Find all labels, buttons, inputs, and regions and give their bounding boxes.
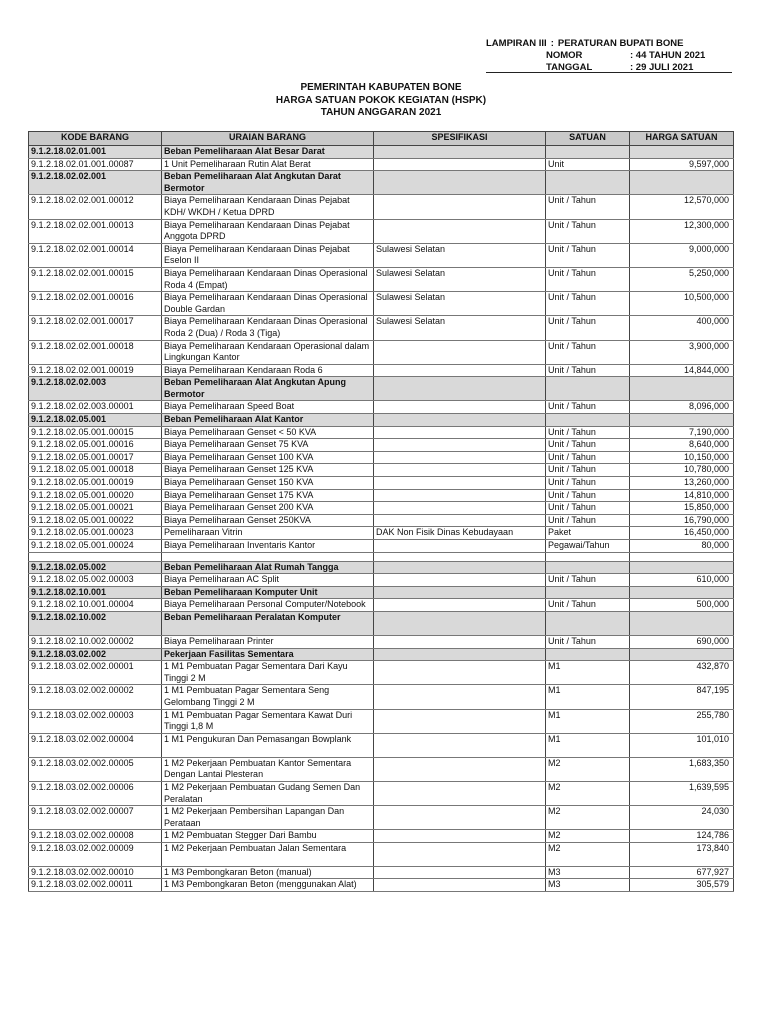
- cell-kode: 9.1.2.18.02.02.001.00015: [29, 267, 162, 291]
- cell-uraian: 1 Unit Pemeliharaan Rutin Alat Berat: [162, 158, 374, 171]
- cell-spesifikasi: [374, 464, 546, 477]
- col-header-harga: HARGA SATUAN: [630, 132, 734, 146]
- cell-kode: 9.1.2.18.03.02.002.00009: [29, 842, 162, 866]
- heading-line-3: TAHUN ANGGARAN 2021: [320, 107, 442, 118]
- cell-uraian: Beban Pemeliharaan Alat Angkutan Apung Bermotor: [162, 377, 374, 401]
- cell-spesifikasi: [374, 586, 546, 599]
- table-row: [29, 661, 734, 685]
- cell-satuan: [546, 414, 630, 427]
- cell-harga: 13,260,000: [630, 477, 734, 490]
- cell-kode: 9.1.2.18.02.05.001.00020: [29, 489, 162, 502]
- cell-satuan: Unit / Tahun: [546, 464, 630, 477]
- heading-line-1: PEMERINTAH KABUPATEN BONE: [300, 82, 462, 93]
- cell-satuan: Unit / Tahun: [546, 502, 630, 515]
- group-row: [29, 648, 734, 661]
- cell-satuan: Unit / Tahun: [546, 340, 630, 364]
- table-row: [29, 527, 734, 540]
- cell-harga: 1,639,595: [630, 781, 734, 805]
- table-row: [29, 243, 734, 267]
- cell-spesifikasi: [374, 574, 546, 587]
- cell-satuan: Unit / Tahun: [546, 364, 630, 377]
- cell-harga: 9,597,000: [630, 158, 734, 171]
- cell-kode: 9.1.2.18.02.02.001.00013: [29, 219, 162, 243]
- cell-satuan: Unit / Tahun: [546, 243, 630, 267]
- table-row: [29, 316, 734, 340]
- table-header-row: [29, 132, 734, 146]
- group-row: [29, 414, 734, 427]
- cell-spesifikasi: [374, 502, 546, 515]
- cell-spesifikasi: Sulawesi Selatan: [374, 292, 546, 316]
- cell-spesifikasi: [374, 806, 546, 830]
- cell-satuan: Unit / Tahun: [546, 401, 630, 414]
- cell-spesifikasi: [374, 171, 546, 195]
- cell-spesifikasi: [374, 866, 546, 879]
- cell-harga: 7,190,000: [630, 426, 734, 439]
- cell-kode: 9.1.2.18.02.05.001.00017: [29, 451, 162, 464]
- cell-spesifikasi: [374, 439, 546, 452]
- tanggal-value: : 29 JULI 2021: [630, 62, 694, 73]
- cell-harga: 101,010: [630, 733, 734, 757]
- table-body: [29, 146, 734, 892]
- cell-spesifikasi: [374, 685, 546, 709]
- cell-satuan: Pegawai/Tahun: [546, 540, 630, 553]
- cell-uraian: 1 M3 Pembongkaran Beton (menggunakan Alat): [162, 879, 374, 892]
- cell-harga: 10,500,000: [630, 292, 734, 316]
- col-header-satuan: SATUAN: [546, 132, 630, 146]
- cell-kode: 9.1.2.18.02.02.001: [29, 171, 162, 195]
- cell-kode: [29, 552, 162, 561]
- cell-satuan: [546, 552, 630, 561]
- cell-harga: 80,000: [630, 540, 734, 553]
- cell-kode: 9.1.2.18.02.02.001.00014: [29, 243, 162, 267]
- cell-harga: 400,000: [630, 316, 734, 340]
- cell-harga: 8,096,000: [630, 401, 734, 414]
- cell-harga: 10,780,000: [630, 464, 734, 477]
- cell-kode: 9.1.2.18.02.05.001.00015: [29, 426, 162, 439]
- cell-harga: [630, 586, 734, 599]
- cell-spesifikasi: [374, 401, 546, 414]
- table-row: [29, 842, 734, 866]
- cell-uraian: Biaya Pemeliharaan AC Split: [162, 574, 374, 587]
- cell-kode: 9.1.2.18.02.05.001.00021: [29, 502, 162, 515]
- cell-satuan: M2: [546, 781, 630, 805]
- cell-satuan: Paket: [546, 527, 630, 540]
- cell-kode: 9.1.2.18.02.10.001: [29, 586, 162, 599]
- cell-uraian: Biaya Pemeliharaan Kendaraan Operasional dalam Lingkungan Kantor: [162, 340, 374, 364]
- cell-spesifikasi: [374, 414, 546, 427]
- cell-harga: 8,640,000: [630, 439, 734, 452]
- cell-uraian: Biaya Pemeliharaan Speed Boat: [162, 401, 374, 414]
- table-row: [29, 489, 734, 502]
- cell-harga: 16,790,000: [630, 514, 734, 527]
- cell-harga: 24,030: [630, 806, 734, 830]
- cell-harga: 12,300,000: [630, 219, 734, 243]
- cell-kode: 9.1.2.18.03.02.002.00006: [29, 781, 162, 805]
- cell-kode: 9.1.2.18.02.05.001.00019: [29, 477, 162, 490]
- cell-spesifikasi: [374, 514, 546, 527]
- cell-kode: 9.1.2.18.02.02.001.00012: [29, 195, 162, 219]
- cell-satuan: Unit / Tahun: [546, 316, 630, 340]
- cell-harga: [630, 171, 734, 195]
- cell-kode: 9.1.2.18.03.02.002: [29, 648, 162, 661]
- cell-kode: 9.1.2.18.02.05.001: [29, 414, 162, 427]
- table-row: [29, 426, 734, 439]
- lampiran-label: LAMPIRAN III: [486, 38, 547, 49]
- cell-uraian: 1 M2 Pembuatan Stegger Dari Bambu: [162, 830, 374, 843]
- table-row: [29, 158, 734, 171]
- cell-satuan: Unit / Tahun: [546, 267, 630, 291]
- cell-kode: 9.1.2.18.02.02.003: [29, 377, 162, 401]
- cell-satuan: M1: [546, 733, 630, 757]
- cell-harga: 847,195: [630, 685, 734, 709]
- cell-kode: 9.1.2.18.02.02.003.00001: [29, 401, 162, 414]
- cell-uraian: Biaya Pemeliharaan Kendaraan Roda 6: [162, 364, 374, 377]
- cell-spesifikasi: [374, 146, 546, 159]
- cell-satuan: M2: [546, 757, 630, 781]
- cell-uraian: Beban Pemeliharaan Alat Rumah Tangga: [162, 561, 374, 574]
- cell-spesifikasi: [374, 540, 546, 553]
- cell-satuan: Unit / Tahun: [546, 599, 630, 612]
- cell-uraian: Biaya Pemeliharaan Genset 250KVA: [162, 514, 374, 527]
- lampiran-sep: :: [550, 38, 554, 49]
- cell-uraian: Biaya Pemeliharaan Printer: [162, 635, 374, 648]
- cell-spesifikasi: [374, 830, 546, 843]
- cell-satuan: M1: [546, 709, 630, 733]
- cell-harga: [630, 552, 734, 561]
- cell-satuan: M3: [546, 879, 630, 892]
- table-row: [29, 540, 734, 553]
- cell-spesifikasi: [374, 340, 546, 364]
- table-row: [29, 340, 734, 364]
- cell-satuan: [546, 561, 630, 574]
- tanggal-label: TANGGAL: [546, 62, 593, 73]
- blank-row: [29, 552, 734, 561]
- cell-kode: 9.1.2.18.02.05.002.00003: [29, 574, 162, 587]
- cell-harga: 255,780: [630, 709, 734, 733]
- table-row: [29, 292, 734, 316]
- table-row: [29, 599, 734, 612]
- heading-line-2: HARGA SATUAN POKOK KEGIATAN (HSPK): [275, 94, 487, 106]
- lampiran-block: [486, 38, 705, 74]
- cell-kode: 9.1.2.18.02.05.001.00016: [29, 439, 162, 452]
- col-header-uraian: URAIAN BARANG: [162, 132, 374, 146]
- cell-uraian: Biaya Pemeliharaan Kendaraan Dinas Pejabat Eselon II: [162, 243, 374, 267]
- cell-uraian: 1 M2 Pekerjaan Pembersihan Lapangan Dan Perataan: [162, 806, 374, 830]
- cell-harga: [630, 648, 734, 661]
- cell-satuan: M2: [546, 842, 630, 866]
- cell-uraian: 1 M2 Pekerjaan Pembuatan Jalan Sementara: [162, 842, 374, 866]
- cell-kode: 9.1.2.18.02.05.001.00023: [29, 527, 162, 540]
- cell-satuan: M1: [546, 661, 630, 685]
- cell-satuan: [546, 611, 630, 635]
- cell-kode: 9.1.2.18.02.02.001.00019: [29, 364, 162, 377]
- cell-satuan: M3: [546, 866, 630, 879]
- cell-spesifikasi: [374, 561, 546, 574]
- group-row: [29, 377, 734, 401]
- cell-uraian: Biaya Pemeliharaan Genset 75 KVA: [162, 439, 374, 452]
- cell-kode: 9.1.2.18.03.02.002.00010: [29, 866, 162, 879]
- cell-spesifikasi: [374, 599, 546, 612]
- table-row: [29, 219, 734, 243]
- cell-spesifikasi: [374, 489, 546, 502]
- header-divider: [486, 72, 732, 73]
- cell-harga: 1,683,350: [630, 757, 734, 781]
- cell-uraian: Beban Pemeliharaan Peralatan Komputer: [162, 611, 374, 635]
- table-row: [29, 267, 734, 291]
- cell-harga: 14,844,000: [630, 364, 734, 377]
- cell-uraian: Biaya Pemeliharaan Genset 200 KVA: [162, 502, 374, 515]
- cell-spesifikasi: [374, 733, 546, 757]
- cell-kode: 9.1.2.18.03.02.002.00004: [29, 733, 162, 757]
- cell-harga: [630, 611, 734, 635]
- cell-kode: 9.1.2.18.03.02.002.00003: [29, 709, 162, 733]
- cell-uraian: 1 M1 Pembuatan Pagar Sementara Dari Kayu Tinggi 2 M: [162, 661, 374, 685]
- cell-satuan: M1: [546, 685, 630, 709]
- cell-satuan: M2: [546, 806, 630, 830]
- cell-harga: 690,000: [630, 635, 734, 648]
- cell-harga: [630, 377, 734, 401]
- cell-satuan: [546, 146, 630, 159]
- cell-uraian: Beban Pemeliharaan Alat Besar Darat: [162, 146, 374, 159]
- group-row: [29, 561, 734, 574]
- cell-harga: [630, 561, 734, 574]
- nomor-label: NOMOR: [546, 50, 583, 61]
- cell-kode: 9.1.2.18.03.02.002.00008: [29, 830, 162, 843]
- cell-satuan: Unit / Tahun: [546, 477, 630, 490]
- group-row: [29, 146, 734, 159]
- table-row: [29, 477, 734, 490]
- table-row: [29, 879, 734, 892]
- table-row: [29, 451, 734, 464]
- cell-spesifikasi: [374, 757, 546, 781]
- cell-kode: 9.1.2.18.03.02.002.00011: [29, 879, 162, 892]
- document-heading: [30, 82, 732, 120]
- cell-uraian: Biaya Pemeliharaan Kendaraan Dinas Pejabat KDH/ WKDH / Ketua DPRD: [162, 195, 374, 219]
- group-row: [29, 611, 734, 635]
- cell-spesifikasi: DAK Non Fisik Dinas Kebudayaan: [374, 527, 546, 540]
- cell-uraian: 1 M1 Pembuatan Pagar Sementara Seng Gelombang Tinggi 2 M: [162, 685, 374, 709]
- cell-spesifikasi: [374, 709, 546, 733]
- cell-harga: 16,450,000: [630, 527, 734, 540]
- cell-kode: 9.1.2.18.03.02.002.00002: [29, 685, 162, 709]
- group-row: [29, 586, 734, 599]
- hspk-table: [28, 131, 734, 892]
- cell-uraian: Biaya Pemeliharaan Kendaraan Dinas Operasional Roda 4 (Empat): [162, 267, 374, 291]
- cell-harga: 610,000: [630, 574, 734, 587]
- cell-harga: 15,850,000: [630, 502, 734, 515]
- cell-uraian: 1 M1 Pengukuran Dan Pemasangan Bowplank: [162, 733, 374, 757]
- table-row: [29, 401, 734, 414]
- cell-satuan: Unit / Tahun: [546, 514, 630, 527]
- cell-uraian: 1 M2 Pekerjaan Pembuatan Kantor Sementara Dengan Lantai Plesteran: [162, 757, 374, 781]
- cell-uraian: [162, 552, 374, 561]
- group-row: [29, 171, 734, 195]
- cell-kode: 9.1.2.18.02.10.001.00004: [29, 599, 162, 612]
- cell-spesifikasi: [374, 451, 546, 464]
- cell-satuan: [546, 171, 630, 195]
- cell-satuan: Unit / Tahun: [546, 635, 630, 648]
- table-row: [29, 574, 734, 587]
- table-row: [29, 866, 734, 879]
- table-row: [29, 830, 734, 843]
- table-row: [29, 781, 734, 805]
- cell-harga: [630, 146, 734, 159]
- cell-kode: 9.1.2.18.03.02.002.00005: [29, 757, 162, 781]
- cell-satuan: Unit: [546, 158, 630, 171]
- nomor-value: : 44 TAHUN 2021: [630, 50, 706, 61]
- cell-satuan: M2: [546, 830, 630, 843]
- cell-harga: 305,579: [630, 879, 734, 892]
- cell-uraian: Beban Pemeliharaan Alat Kantor: [162, 414, 374, 427]
- cell-uraian: Biaya Pemeliharaan Inventaris Kantor: [162, 540, 374, 553]
- cell-satuan: Unit / Tahun: [546, 195, 630, 219]
- cell-harga: 14,810,000: [630, 489, 734, 502]
- cell-spesifikasi: [374, 661, 546, 685]
- cell-spesifikasi: [374, 219, 546, 243]
- cell-uraian: 1 M2 Pekerjaan Pembuatan Gudang Semen Dan Peralatan: [162, 781, 374, 805]
- cell-spesifikasi: [374, 364, 546, 377]
- cell-spesifikasi: Sulawesi Selatan: [374, 316, 546, 340]
- cell-spesifikasi: [374, 879, 546, 892]
- cell-harga: 12,570,000: [630, 195, 734, 219]
- cell-kode: 9.1.2.18.02.05.001.00024: [29, 540, 162, 553]
- cell-harga: 3,900,000: [630, 340, 734, 364]
- cell-spesifikasi: [374, 552, 546, 561]
- cell-harga: 432,870: [630, 661, 734, 685]
- cell-spesifikasi: [374, 195, 546, 219]
- cell-spesifikasi: [374, 635, 546, 648]
- cell-satuan: [546, 377, 630, 401]
- cell-satuan: Unit / Tahun: [546, 451, 630, 464]
- cell-uraian: Pekerjaan Fasilitas Sementara: [162, 648, 374, 661]
- cell-kode: 9.1.2.18.02.01.001.00087: [29, 158, 162, 171]
- cell-spesifikasi: [374, 377, 546, 401]
- table-row: [29, 464, 734, 477]
- cell-harga: [630, 414, 734, 427]
- cell-harga: 10,150,000: [630, 451, 734, 464]
- cell-spesifikasi: [374, 477, 546, 490]
- cell-uraian: Biaya Pemeliharaan Genset 125 KVA: [162, 464, 374, 477]
- cell-kode: 9.1.2.18.02.02.001.00018: [29, 340, 162, 364]
- cell-spesifikasi: [374, 648, 546, 661]
- table-row: [29, 195, 734, 219]
- table-row: [29, 439, 734, 452]
- table-row: [29, 685, 734, 709]
- cell-kode: 9.1.2.18.02.02.001.00016: [29, 292, 162, 316]
- cell-harga: 9,000,000: [630, 243, 734, 267]
- table-row: [29, 757, 734, 781]
- cell-uraian: 1 M3 Pembongkaran Beton (manual): [162, 866, 374, 879]
- cell-spesifikasi: Sulawesi Selatan: [374, 243, 546, 267]
- cell-harga: 124,786: [630, 830, 734, 843]
- cell-satuan: Unit / Tahun: [546, 292, 630, 316]
- table-row: [29, 806, 734, 830]
- cell-kode: 9.1.2.18.02.10.002.00002: [29, 635, 162, 648]
- cell-uraian: Beban Pemeliharaan Komputer Unit: [162, 586, 374, 599]
- cell-spesifikasi: [374, 781, 546, 805]
- table-row: [29, 514, 734, 527]
- cell-kode: 9.1.2.18.02.05.001.00022: [29, 514, 162, 527]
- cell-uraian: Biaya Pemeliharaan Kendaraan Dinas Pejabat Anggota DPRD: [162, 219, 374, 243]
- cell-kode: 9.1.2.18.02.10.002: [29, 611, 162, 635]
- cell-kode: 9.1.2.18.02.05.001.00018: [29, 464, 162, 477]
- cell-uraian: Beban Pemeliharaan Alat Angkutan Darat Bermotor: [162, 171, 374, 195]
- cell-spesifikasi: Sulawesi Selatan: [374, 267, 546, 291]
- cell-harga: 677,927: [630, 866, 734, 879]
- col-header-spesifikasi: SPESIFIKASI: [374, 132, 546, 146]
- cell-uraian: Biaya Pemeliharaan Genset 100 KVA: [162, 451, 374, 464]
- cell-spesifikasi: [374, 158, 546, 171]
- cell-spesifikasi: [374, 611, 546, 635]
- cell-spesifikasi: [374, 842, 546, 866]
- cell-kode: 9.1.2.18.03.02.002.00007: [29, 806, 162, 830]
- cell-kode: 9.1.2.18.02.05.002: [29, 561, 162, 574]
- cell-harga: 500,000: [630, 599, 734, 612]
- cell-kode: 9.1.2.18.02.01.001: [29, 146, 162, 159]
- cell-harga: 173,840: [630, 842, 734, 866]
- cell-satuan: [546, 648, 630, 661]
- table-row: [29, 733, 734, 757]
- lampiran-title: PERATURAN BUPATI BONE: [557, 38, 684, 49]
- cell-uraian: Biaya Pemeliharaan Kendaraan Dinas Operasional Roda 2 (Dua) / Roda 3 (Tiga): [162, 316, 374, 340]
- cell-satuan: Unit / Tahun: [546, 219, 630, 243]
- table-row: [29, 635, 734, 648]
- cell-satuan: Unit / Tahun: [546, 426, 630, 439]
- cell-uraian: Biaya Pemeliharaan Genset 150 KVA: [162, 477, 374, 490]
- col-header-kode: KODE BARANG: [29, 132, 162, 146]
- cell-harga: 5,250,000: [630, 267, 734, 291]
- cell-uraian: Pemeliharaan Vitrin: [162, 527, 374, 540]
- cell-kode: 9.1.2.18.02.02.001.00017: [29, 316, 162, 340]
- cell-uraian: Biaya Pemeliharaan Kendaraan Dinas Operasional Double Gardan: [162, 292, 374, 316]
- cell-satuan: Unit / Tahun: [546, 574, 630, 587]
- cell-satuan: Unit / Tahun: [546, 489, 630, 502]
- cell-uraian: Biaya Pemeliharaan Personal Computer/Notebook: [162, 599, 374, 612]
- table-row: [29, 709, 734, 733]
- cell-uraian: Biaya Pemeliharaan Genset < 50 KVA: [162, 426, 374, 439]
- cell-satuan: [546, 586, 630, 599]
- table-row: [29, 364, 734, 377]
- cell-satuan: Unit / Tahun: [546, 439, 630, 452]
- cell-spesifikasi: [374, 426, 546, 439]
- table-row: [29, 502, 734, 515]
- cell-uraian: 1 M1 Pembuatan Pagar Sementara Kawat Duri Tinggi 1,8 M: [162, 709, 374, 733]
- cell-kode: 9.1.2.18.03.02.002.00001: [29, 661, 162, 685]
- cell-uraian: Biaya Pemeliharaan Genset 175 KVA: [162, 489, 374, 502]
